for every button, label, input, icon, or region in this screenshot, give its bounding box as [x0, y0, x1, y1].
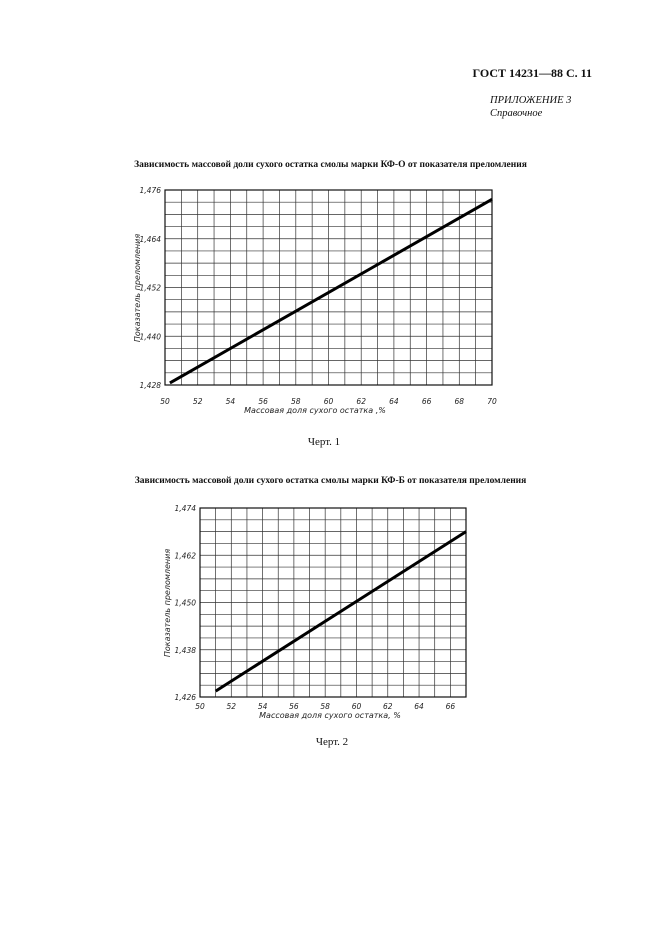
chart1-x-tick-label: 50: [160, 397, 170, 406]
chart1-x-tick-label: 68: [454, 397, 465, 406]
chart2-y-tick-label: 1,462: [174, 551, 196, 561]
chart2-x-tick-label: 52: [226, 702, 237, 711]
chart1-x-tick-label: 66: [421, 397, 432, 406]
chart1-x-tick-label: 64: [389, 397, 399, 406]
document-header: ГОСТ 14231—88 С. 11: [472, 66, 592, 80]
chart1-x-tick-label: 62: [356, 397, 366, 406]
chart2-x-tick-label: 60: [351, 702, 362, 711]
chart1-x-tick-label: 52: [192, 397, 203, 406]
figure-2-caption: Черт. 2: [315, 736, 349, 748]
chart1-y-tick-label: 1,440: [139, 332, 161, 342]
chart1-y-tick-label: 1,428: [139, 381, 161, 390]
figure-1-caption: Черт. 1: [307, 436, 341, 448]
chart2-y-tick-label: 1,438: [174, 645, 196, 655]
appendix-number: ПРИЛОЖЕНИЕ 3: [490, 95, 572, 106]
chart2-x-tick-label: 56: [289, 702, 299, 711]
chart2-x-tick-label: 64: [414, 702, 424, 711]
chart1-x-tick-label: 56: [258, 397, 268, 406]
chart2-y-tick-label: 1,426: [174, 693, 196, 702]
figure-2-title: Зависимость массовой доли сухого остатка смолы марки КФ-Б от показателя преломления: [134, 476, 527, 486]
chart1-y-tick-label: 1,476: [139, 186, 161, 195]
chart2-y-tick-label: 1,450: [174, 598, 196, 608]
appendix-reference: Справочное: [490, 108, 543, 119]
chart2-x-axis-title: Массовая доля сухого остатка, %: [259, 711, 401, 720]
chart1-y-axis-title: Показатель преломления: [133, 233, 142, 343]
chart2-x-tick-label: 58: [320, 702, 330, 711]
chart1-y-tick-label: 1,464: [139, 234, 161, 244]
chart2-x-tick-label: 62: [382, 702, 393, 711]
chart2-x-tick-label: 54: [257, 702, 268, 711]
chart2-y-tick-label: 1,474: [174, 504, 196, 513]
chart2-x-tick-label: 50: [195, 702, 205, 711]
chart2-x-tick-label: 66: [445, 702, 456, 711]
chart1-y-tick-label: 1,452: [139, 283, 161, 293]
figure-1-title: Зависимость массовой доли сухого остатка смолы марки КФ-О от показателя преломления: [134, 160, 527, 170]
chart1-x-axis-title: Массовая доля сухого остатка ,%: [244, 406, 386, 415]
chart1-x-tick-label: 60: [323, 397, 334, 406]
chart1-x-tick-label: 58: [291, 397, 301, 406]
chart1-x-tick-label: 54: [225, 397, 236, 406]
chart2-y-axis-title: Показатель преломления: [163, 548, 172, 658]
chart1-x-tick-label: 70: [487, 397, 497, 406]
